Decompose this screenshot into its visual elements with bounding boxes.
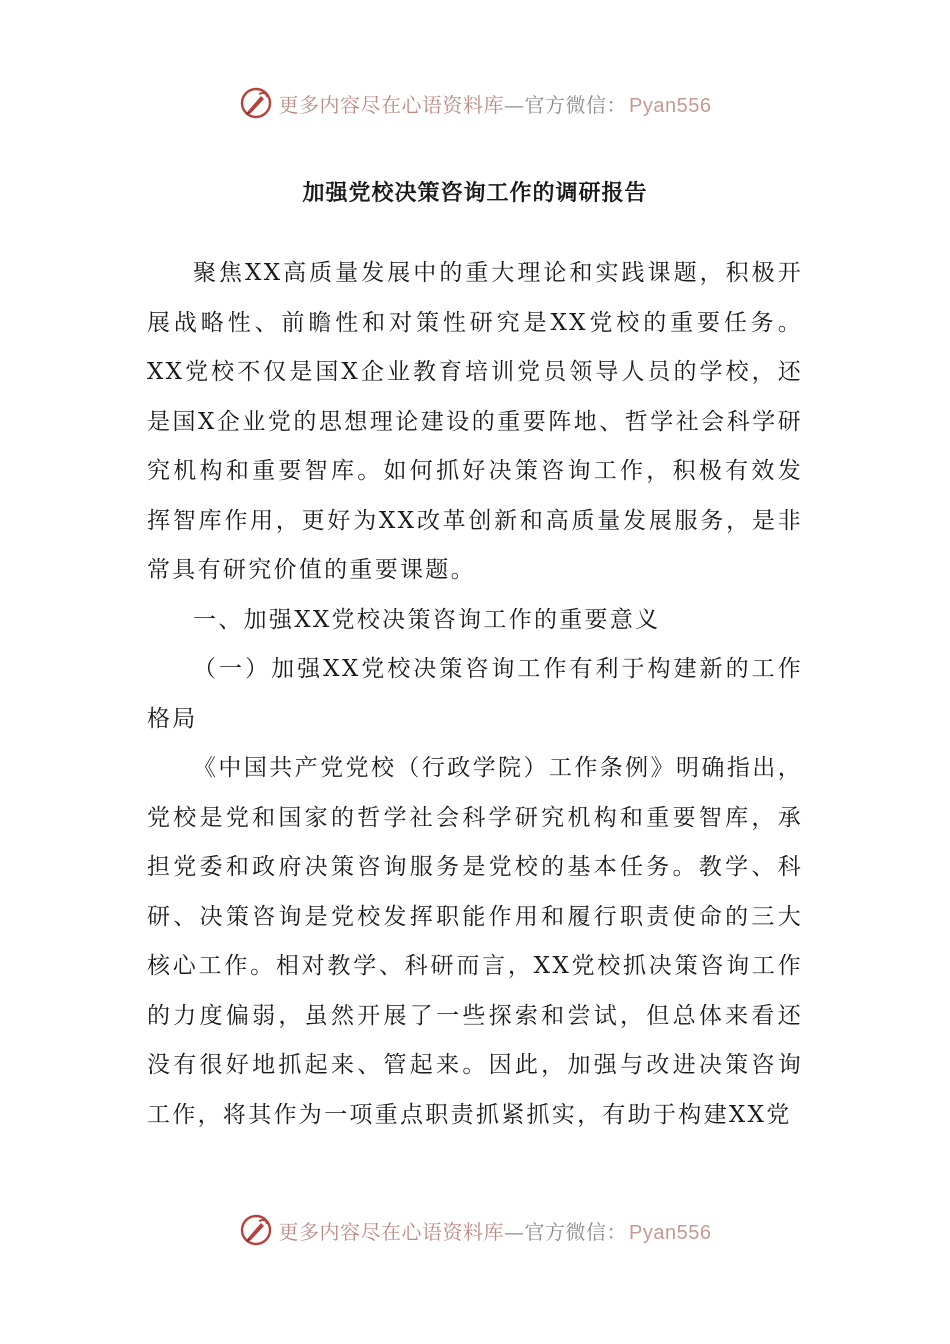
document-body [147, 249, 803, 1140]
section-heading-1: 一、加强XX党校决策咨询工作的重要意义 [193, 606, 661, 633]
subsection-heading-1: （一）加强XX党校决策咨询工作有利于构建新的工作格局 [147, 656, 803, 732]
watermark-text [279, 89, 712, 118]
watermark-official: 官方微信： [524, 92, 628, 117]
watermark-official: 官方微信： [524, 1219, 628, 1244]
watermark-main: 更多内容尽在心语资料库 [278, 1219, 505, 1244]
watermark-id: Pyan556 [629, 94, 712, 117]
paragraph-intro: 聚焦XX高质量发展中的重大理论和实践课题，积极开展战略性、前瞻性和对策性研究是XX党校的重要任务。XX党校不仅是国X企业教育培训党员领导人员的学校，还是国X企业党的思想理论建设的重要阵地、哲学社会科学研究机构和重要智库。如何抓好决策咨询工作，积极有效发挥智库作用，更好为XX改革创新和高质量发展服务，是非常具有研究价值的重要课题。 [147, 260, 803, 583]
watermark-dash: — [504, 1219, 525, 1244]
watermark-dash: — [504, 92, 525, 117]
footer-watermark [0, 1210, 950, 1250]
header-watermark [0, 83, 950, 123]
watermark-text [279, 1216, 712, 1245]
pen-logo-icon [239, 86, 273, 120]
watermark-main: 更多内容尽在心语资料库 [278, 92, 505, 117]
paragraph-body: 《中国共产党党校（行政学院）工作条例》明确指出，党校是党和国家的哲学社会科学研究机构和重要智库，承担党委和政府决策咨询服务是党校的基本任务。教学、科研、决策咨询是党校发挥职能作用和履行职责使命的三大核心工作。相对教学、科研而言，XX党校抓决策咨询工作的力度偏弱，虽然开展了一些探索和尝试，但总体来看还没有很好地抓起来、管起来。因此，加强与改进决策咨询工作，将其作为一项重点职责抓紧抓实，有助于构建XX党 [147, 755, 803, 1128]
pen-logo-icon [239, 1213, 273, 1247]
watermark-id: Pyan556 [629, 1221, 712, 1244]
document-title: 加强党校决策咨询工作的调研报告 [302, 180, 648, 206]
